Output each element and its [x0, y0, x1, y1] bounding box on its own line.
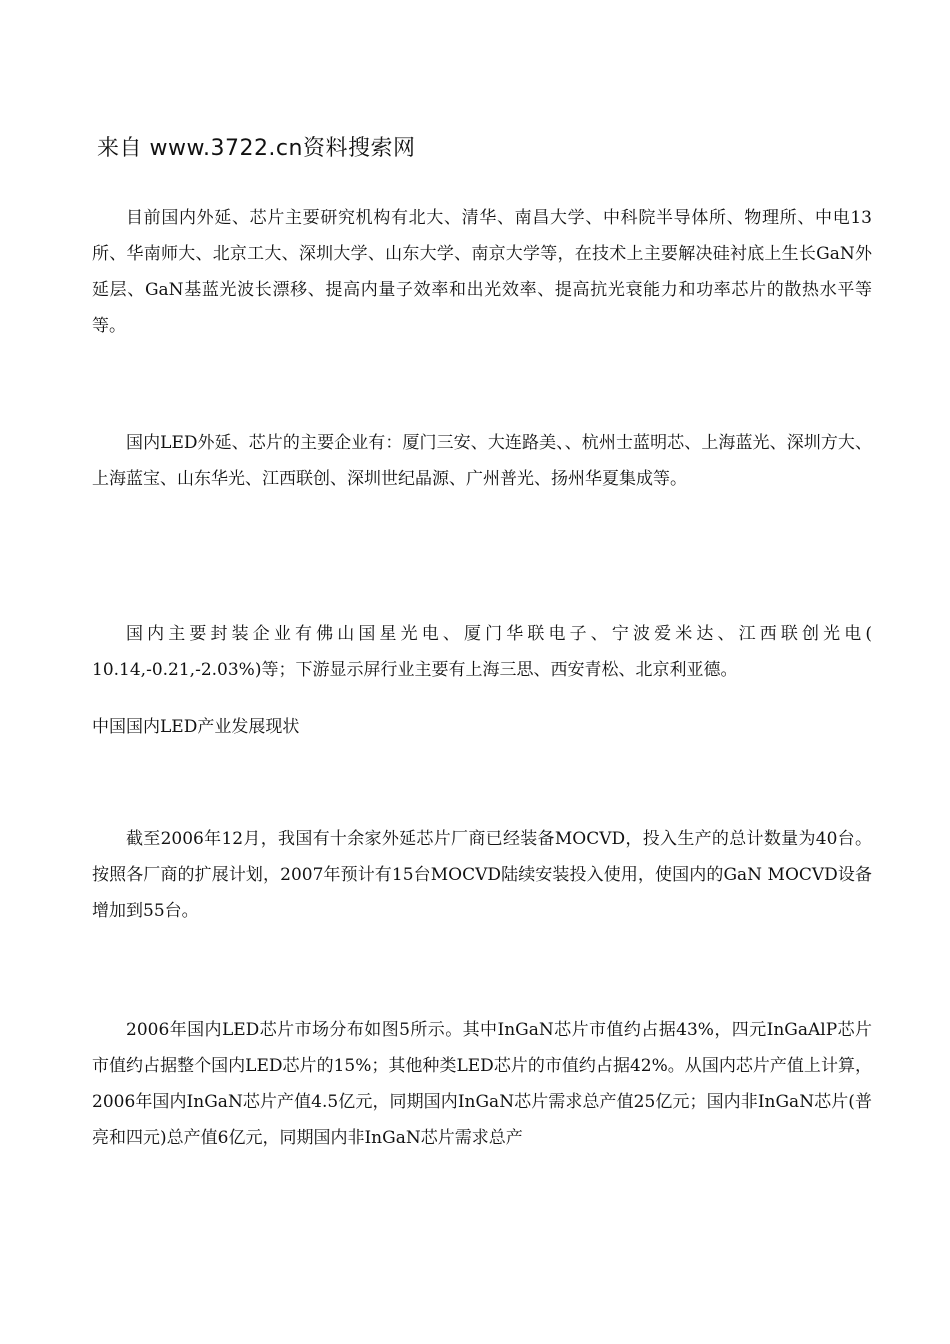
paragraph-chip-market: 2006年国内LED芯片市场分布如图5所示。其中InGaN芯片市值约占据43%，四元InGaAlP芯片市值约占据整个国内LED芯片的15%；其他种类LED芯片的市值约占据42%。从国内芯片产值上计算，2006年国内InGaN芯片产值4.5亿元，同期国内InGaN芯片需求总产值25亿元；国内非InGaN芯片(普亮和四元)总产值6亿元，同期国内非InGaN芯片需求总产: [92, 1020, 872, 1148]
paragraph-epitaxy-companies: 国内LED外延、芯片的主要企业有：厦门三安、大连路美、、杭州士蓝明芯、上海蓝光、深圳方大、上海蓝宝、山东华光、江西联创、深圳世纪晶源、广州普光、扬州华夏集成等。: [92, 433, 872, 489]
paragraph-research-institutions: 目前国内外延、芯片主要研究机构有北大、清华、南昌大学、中科院半导体所、物理所、中电13所、华南师大、北京工大、深圳大学、山东大学、南京大学等，在技术上主要解决硅衬底上生长GaN外延层、GaN基蓝光波长漂移、提高内量子效率和出光效率、提高抗光衰能力和功率芯片的散热水平等等。: [92, 208, 872, 336]
paragraph-mocvd-equipment: 截至2006年12月，我国有十余家外延芯片厂商已经装备MOCVD，投入生产的总计数量为40台。按照各厂商的扩展计划，2007年预计有15台MOCVD陆续安装投入使用，使国内的GaN MOCVD设备增加到55台。: [92, 829, 872, 921]
source-banner: 来自 www.3722.cn资料搜索网: [97, 136, 416, 161]
section-heading: 中国国内LED产业发展现状: [92, 717, 300, 737]
paragraph-packaging-companies: 国内主要封装企业有佛山国星光电、厦门华联电子、宁波爱米达、江西联创光电( 10.14,-0.21,-2.03%)等；下游显示屏行业主要有上海三思、西安青松、北京利亚德。: [92, 624, 872, 680]
